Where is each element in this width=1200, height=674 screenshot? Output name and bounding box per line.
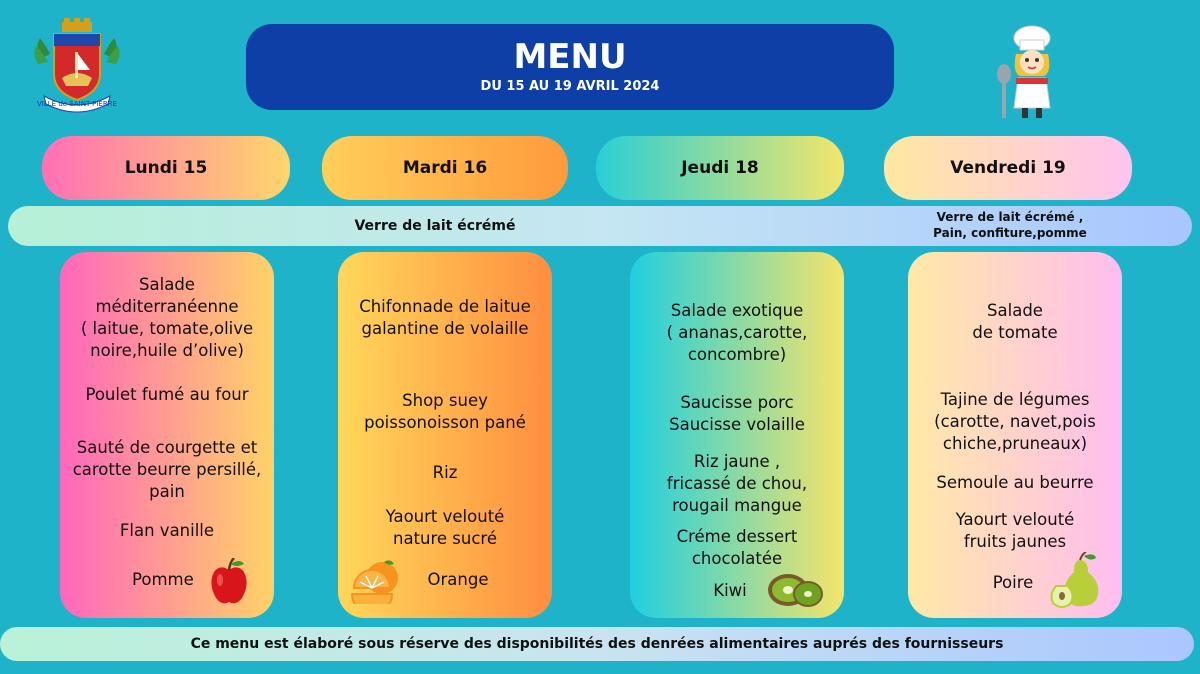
menu-item: Salade méditerranéenne ( laitue, tomate,olive noire,huile d’olive) — [80, 275, 254, 360]
menu-item: Tajine de légumes (carotte, navet,pois chiche,pruneaux) — [934, 390, 1096, 453]
menu-item: Yaourt velouté fruits jaunes — [955, 510, 1075, 551]
breakfast-common: Verre de lait écrémé — [354, 218, 516, 234]
date-range: DU 15 AU 19 AVRIL 2024 — [480, 79, 660, 94]
disclaimer-text: Ce menu est élaboré sous réserve des disponibilités des denrées alimentaires auprés des fournisseurs — [190, 636, 1004, 652]
page-title: MENU — [513, 37, 627, 77]
menu-item: Créme dessert chocolatée — [676, 527, 798, 568]
disclaimer-bar — [0, 627, 1194, 661]
menu-item: Poulet fumé au four — [85, 385, 249, 404]
kiwi-icon — [766, 568, 824, 608]
chef-mascot-icon — [990, 24, 1070, 124]
menu-item: Yaourt velouté nature sucré — [385, 507, 505, 548]
breakfast-friday: Verre de lait écrémé , Pain, confiture,pomme — [933, 210, 1087, 240]
menu-card-thursday — [630, 252, 844, 618]
menu-item: Flan vanille — [119, 521, 215, 540]
menu-item: Shop suey poissonoisson pané — [364, 391, 526, 432]
day-header-tuesday: Mardi 16 — [322, 136, 568, 200]
day-header-monday: Lundi 15 — [42, 136, 290, 200]
menu-item-fruit: Pomme — [132, 570, 194, 589]
pear-icon — [1046, 552, 1104, 610]
menu-item: Semoule au beurre — [936, 473, 1094, 492]
day-header-friday: Vendredi 19 — [884, 136, 1132, 200]
menu-item: Salade exotique ( ananas,carotte, concombre) — [666, 301, 808, 364]
menu-item: Saucisse porc Saucisse volaille — [669, 393, 805, 434]
day-header-thursday: Jeudi 18 — [596, 136, 844, 200]
menu-item-fruit: Kiwi — [713, 581, 747, 600]
menu-item: Riz — [432, 463, 458, 482]
logo-caption: VILLE de SAINT-PIERRE — [37, 100, 117, 108]
orange-icon — [350, 558, 402, 604]
apple-icon — [208, 558, 250, 606]
menu-item: Sauté de courgette et carotte beurre persillé, pain — [72, 438, 262, 501]
menu-card-friday — [908, 252, 1122, 618]
menu-item-fruit: Orange — [427, 570, 489, 589]
menu-item: Riz jaune , fricassé de chou, rougail mangue — [666, 452, 808, 515]
menu-card-monday — [60, 252, 274, 618]
title-banner — [246, 24, 894, 110]
menu-item: Salade de tomate — [972, 301, 1058, 342]
menu-item: Chifonnade de laitue galantine de volaille — [359, 297, 531, 338]
menu-item-fruit: Poire — [992, 573, 1034, 592]
menu-card-tuesday — [338, 252, 552, 618]
